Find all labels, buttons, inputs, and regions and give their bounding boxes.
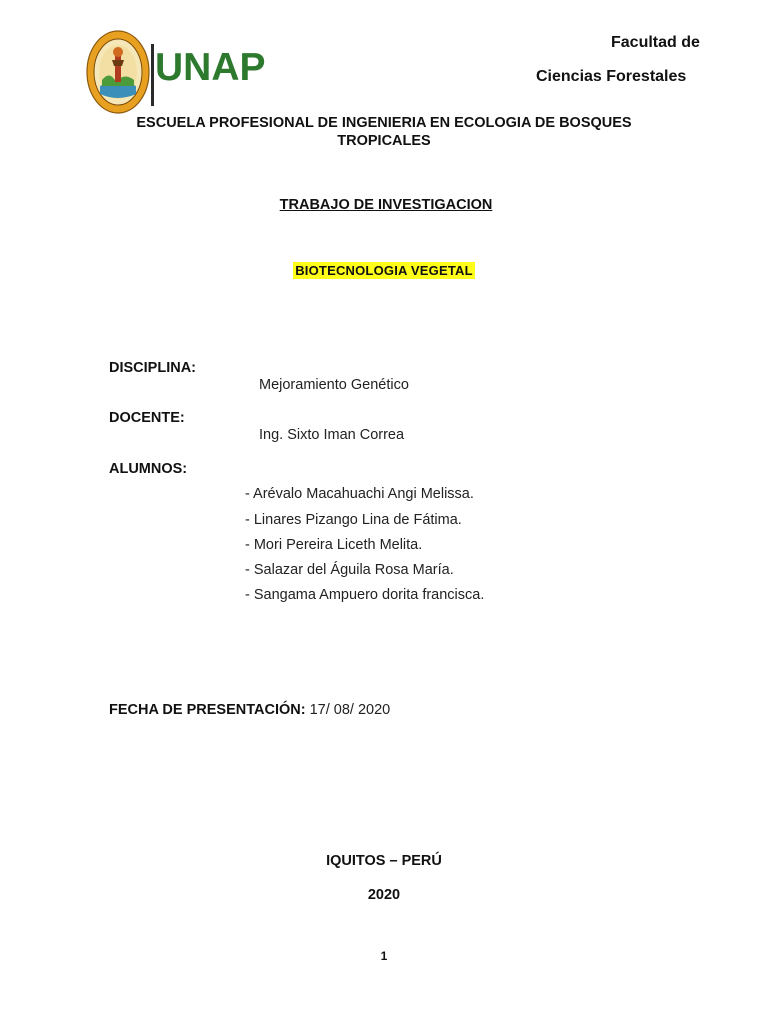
year-line: 2020: [367, 887, 401, 903]
teacher-label: DOCENTE:: [109, 410, 185, 426]
header-divider: [151, 44, 154, 106]
school-name: ESCUELA PROFESIONAL DE INGENIERIA EN ECOLOGIA DE BOSQUES TROPICALES: [136, 115, 632, 149]
submission-date-label: FECHA DE PRESENTACIÓN:: [109, 702, 306, 718]
discipline-label: DISCIPLINA:: [109, 360, 196, 376]
student-list-item: - Linares Pizango Lina de Fátima.: [245, 512, 462, 528]
document-type-title: TRABAJO DE INVESTIGACION: [279, 197, 493, 213]
page-number: 1: [380, 949, 388, 963]
unap-logo-wordmark: UNAP: [155, 46, 266, 89]
student-list-item: - Salazar del Águila Rosa María.: [245, 562, 454, 578]
students-label: ALUMNOS:: [109, 461, 188, 477]
submission-date-value: 17/ 08/ 2020: [309, 702, 391, 718]
faculty-heading-line-2: Ciencias Forestales: [536, 68, 687, 85]
topic-title: BIOTECNOLOGIA VEGETAL: [295, 263, 473, 278]
topic-title-container: [0, 262, 768, 280]
submission-date-row: [109, 702, 390, 718]
teacher-value: Ing. Sixto Iman Correa: [259, 427, 405, 443]
university-seal-icon: [86, 30, 150, 114]
place-line: IQUITOS – PERÚ: [326, 853, 442, 869]
student-list-item: - Arévalo Macahuachi Angi Melissa.: [245, 486, 474, 502]
discipline-value: Mejoramiento Genético: [259, 377, 409, 393]
student-list-item: - Mori Pereira Liceth Melita.: [245, 537, 423, 553]
faculty-heading-line-1: Facultad de: [611, 34, 700, 51]
student-list-item: - Sangama Ampuero dorita francisca.: [245, 587, 485, 603]
